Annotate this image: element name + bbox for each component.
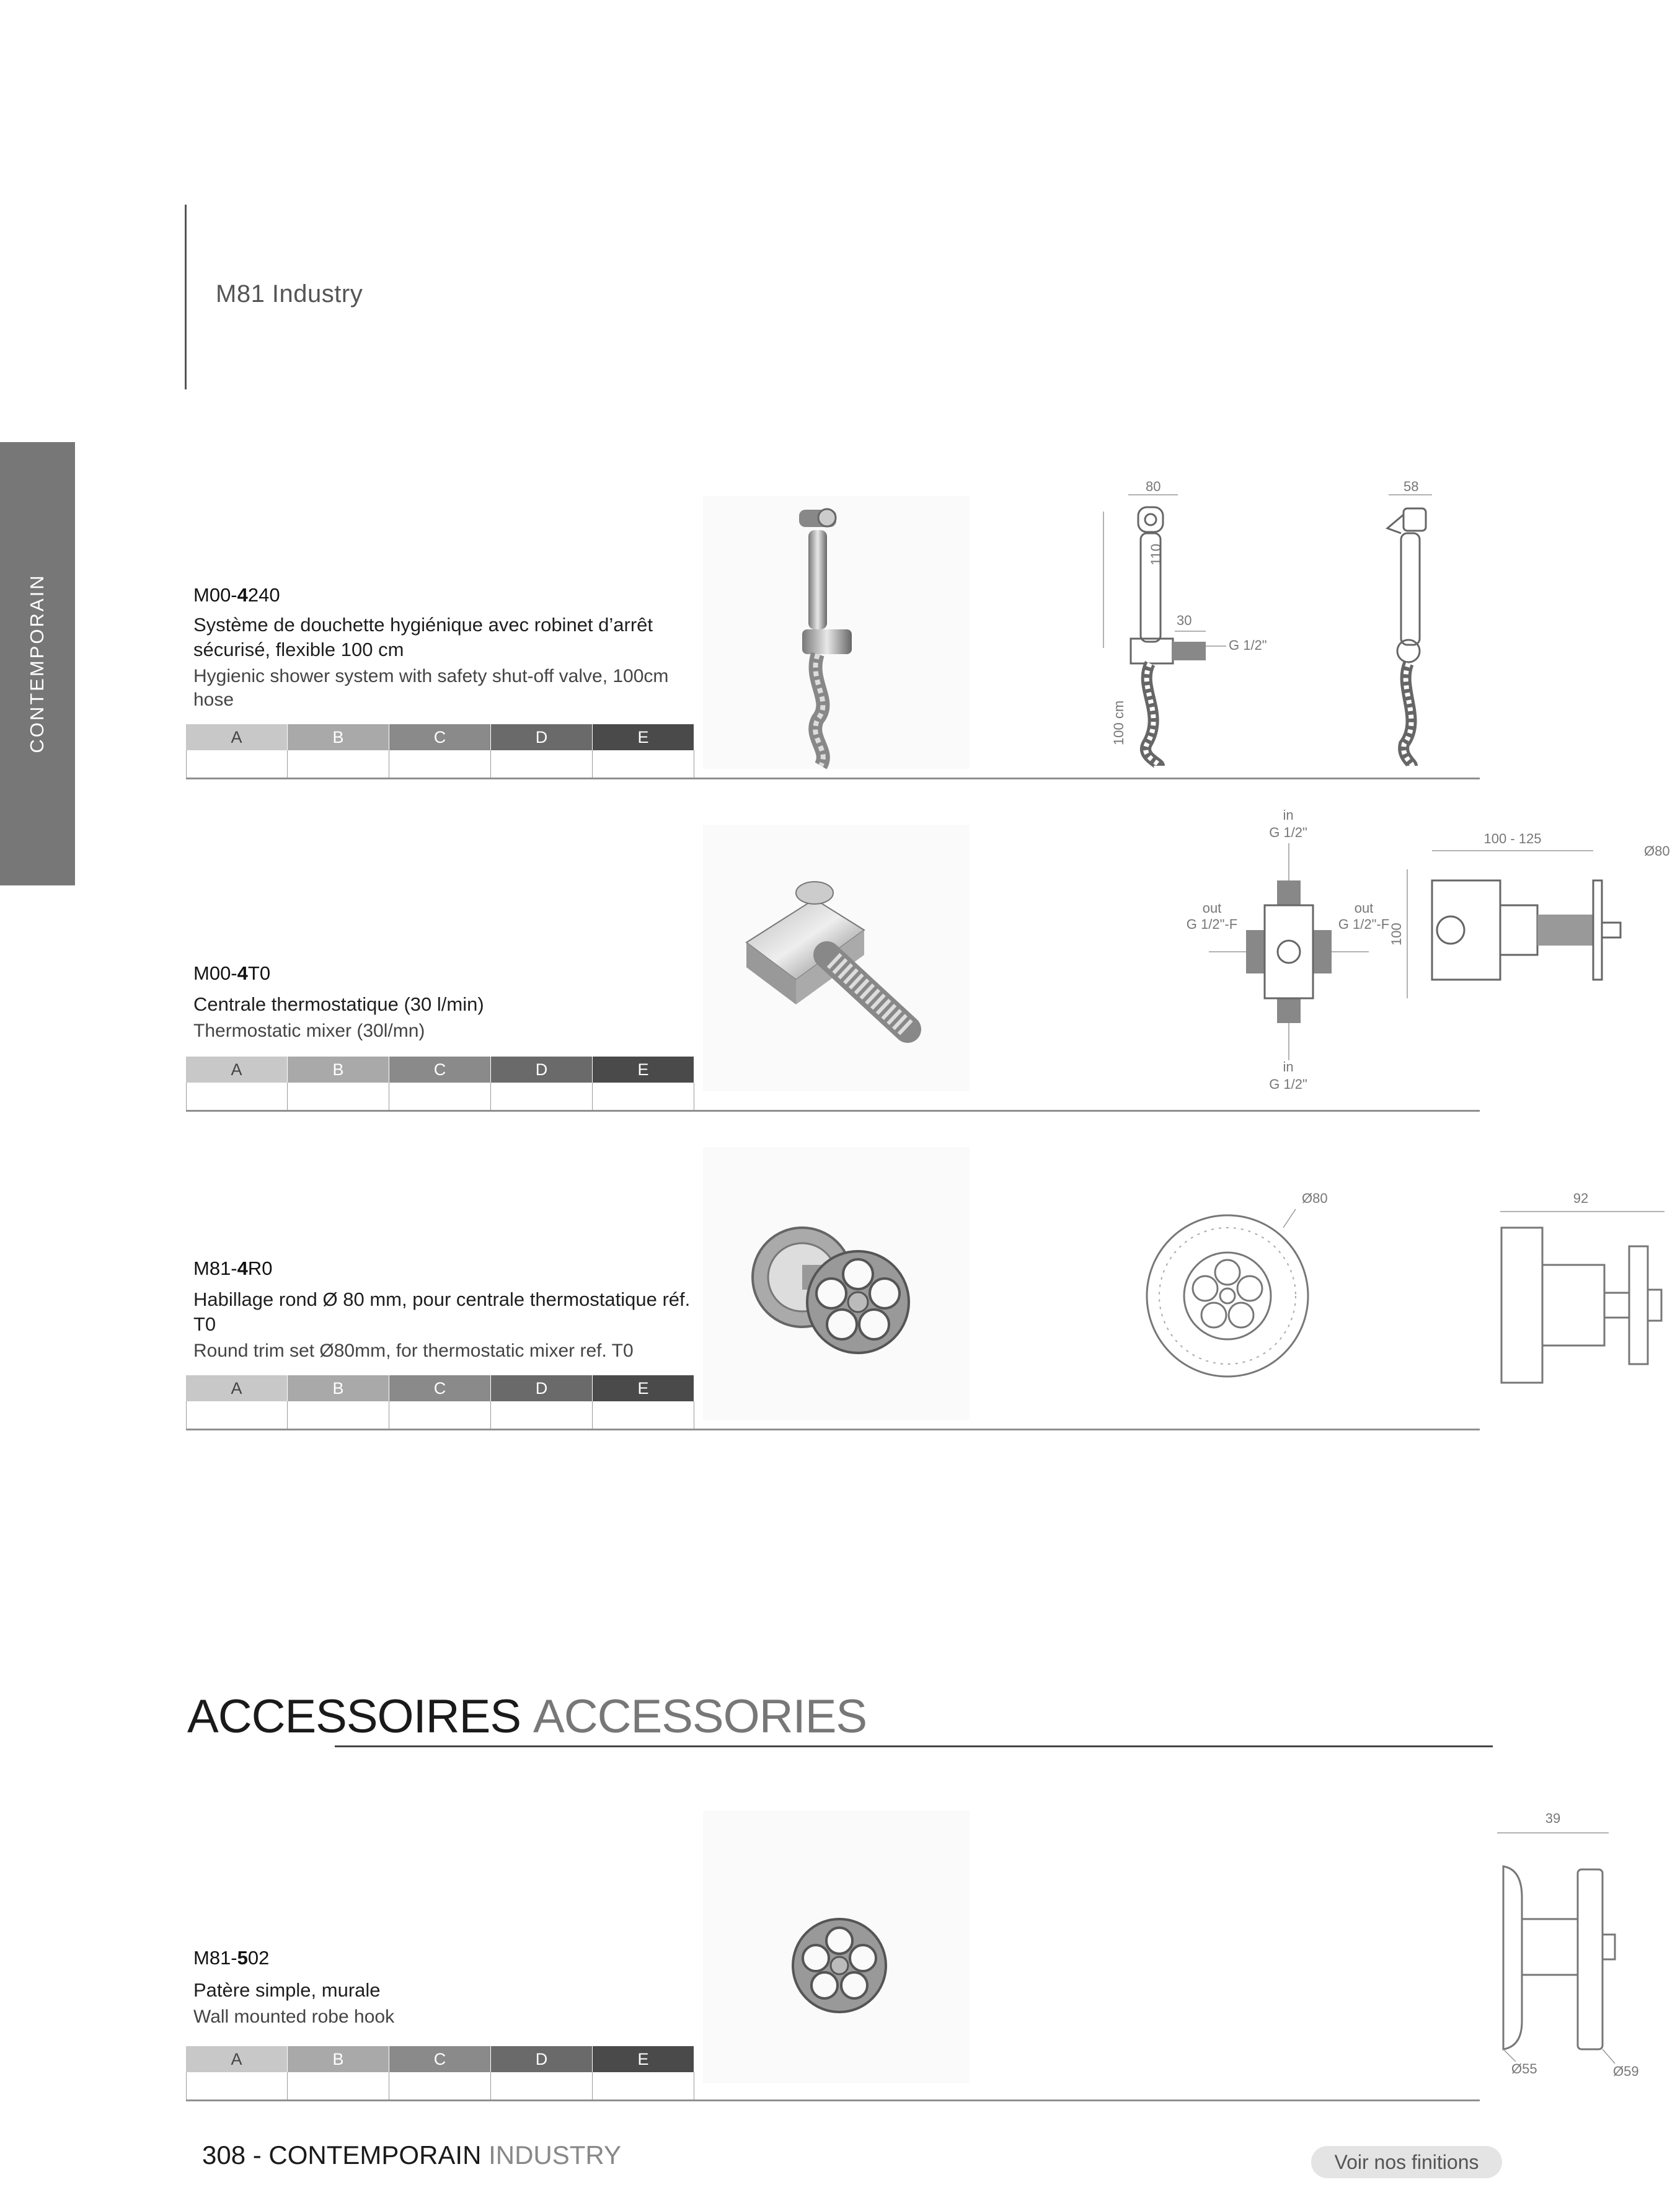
finish-table[interactable] <box>186 724 694 779</box>
finish-header-b: B <box>288 1375 389 1401</box>
row-divider <box>186 778 1480 779</box>
finish-cell[interactable] <box>491 2072 593 2101</box>
finish-cell[interactable] <box>593 2072 694 2101</box>
svg-text:58: 58 <box>1404 479 1419 494</box>
finish-header-a: A <box>186 1057 288 1083</box>
finish-header-a: A <box>186 2046 288 2072</box>
side-tab[interactable] <box>0 442 75 885</box>
finish-cell[interactable] <box>389 1401 491 1430</box>
product-description-fr: Centrale thermostatique (30 l/min) <box>193 993 484 1015</box>
finish-cell[interactable] <box>288 2072 389 2101</box>
finish-header-e: E <box>593 1057 694 1083</box>
svg-text:39: 39 <box>1545 1811 1561 1826</box>
product-ref: M00-4240 <box>193 584 280 606</box>
series-title: M81 Industry <box>216 280 363 308</box>
finish-header-e: E <box>593 1375 694 1401</box>
finish-cell[interactable] <box>288 1401 389 1430</box>
finish-header-e: E <box>593 2046 694 2072</box>
svg-text:100 cm: 100 cm <box>1111 700 1126 745</box>
row-divider <box>186 1110 1480 1112</box>
svg-text:Ø80: Ø80 <box>1302 1190 1328 1206</box>
finish-cell[interactable] <box>491 1083 593 1111</box>
product-description-en: Wall mounted robe hook <box>193 2006 395 2027</box>
product-photo <box>703 496 970 769</box>
svg-text:out: out <box>1354 900 1374 916</box>
finish-cell[interactable] <box>389 2072 491 2101</box>
finish-cell[interactable] <box>593 1083 694 1111</box>
svg-text:Ø80: Ø80 <box>1644 843 1670 859</box>
svg-text:G 1/2"-F: G 1/2"-F <box>1338 916 1390 932</box>
finish-cell[interactable] <box>186 2072 288 2101</box>
finish-header-a: A <box>186 1375 288 1401</box>
finish-cell[interactable] <box>186 750 288 779</box>
svg-text:92: 92 <box>1573 1190 1589 1206</box>
svg-text:Ø59: Ø59 <box>1613 2064 1639 2079</box>
technical-drawing-front <box>1116 1190 1339 1395</box>
svg-text:100: 100 <box>1389 923 1404 946</box>
svg-text:G 1/2": G 1/2" <box>1269 825 1307 840</box>
finish-cell[interactable] <box>186 1083 288 1111</box>
finish-cell[interactable] <box>389 750 491 779</box>
svg-text:110: 110 <box>1148 543 1164 565</box>
svg-text:30: 30 <box>1177 613 1192 628</box>
product-m00-4240 <box>186 479 1480 781</box>
product-description-en: Round trim set Ø80mm, for thermostatic mixer ref. T0 <box>193 1341 634 1361</box>
finish-table[interactable] <box>186 1057 694 1111</box>
product-photo <box>703 825 970 1091</box>
header-rule <box>185 205 187 389</box>
product-description-fr: Habillage rond Ø 80 mm, pour centrale thermostatique réf. T0 <box>193 1288 691 1335</box>
svg-text:80: 80 <box>1146 479 1161 494</box>
product-description-fr: Patère simple, murale <box>193 1979 381 2001</box>
product-ref: M81-4R0 <box>193 1257 273 1279</box>
svg-text:out: out <box>1202 900 1222 916</box>
finish-header-d: D <box>491 2046 593 2072</box>
product-description-fr: Système de douchette hygiénique avec robinet d’arrêt sécurisé, flexible 100 cm <box>193 614 653 660</box>
svg-text:in: in <box>1283 807 1294 823</box>
finish-cell[interactable] <box>389 1083 491 1111</box>
product-ref: M00-4T0 <box>193 962 271 984</box>
finish-header-e: E <box>593 724 694 750</box>
finish-cell[interactable] <box>288 750 389 779</box>
finish-header-b: B <box>288 1057 389 1083</box>
svg-text:in: in <box>1283 1059 1294 1075</box>
technical-drawing-front <box>1066 479 1302 769</box>
finish-header-d: D <box>491 1057 593 1083</box>
product-m00-4t0 <box>186 806 1670 1113</box>
side-tab-label: CONTEMPORAIN <box>26 574 48 753</box>
product-photo <box>703 1147 970 1420</box>
finish-table[interactable] <box>186 2046 694 2101</box>
finish-header-d: D <box>491 1375 593 1401</box>
technical-drawing-side <box>1389 825 1680 1048</box>
finish-header-a: A <box>186 724 288 750</box>
finish-header-b: B <box>288 2046 389 2072</box>
product-ref: M81-502 <box>193 1947 270 1969</box>
finish-cell[interactable] <box>288 1083 389 1111</box>
finish-cell[interactable] <box>186 1401 288 1430</box>
row-divider <box>186 1429 1480 1430</box>
finish-header-c: C <box>389 724 491 750</box>
accessories-heading: ACCESSOIRES ACCESSORIES <box>187 1690 867 1743</box>
technical-drawing-side <box>1339 479 1463 769</box>
accessories-rule <box>335 1745 1493 1747</box>
product-description-en: Hygienic shower system with safety shut-off valve, 100cm hose <box>193 666 669 710</box>
product-photo <box>703 1811 970 2083</box>
finishes-button[interactable]: Voir nos finitions <box>1311 2146 1502 2178</box>
finish-header-c: C <box>389 2046 491 2072</box>
finish-cell[interactable] <box>593 1401 694 1430</box>
finish-header-c: C <box>389 1057 491 1083</box>
technical-drawing-side <box>1475 1811 1680 2077</box>
product-m81-502 <box>186 1798 1639 2108</box>
finish-cell[interactable] <box>491 1401 593 1430</box>
technical-drawing-side <box>1488 1190 1674 1395</box>
product-description-en: Thermostatic mixer (30l/mn) <box>193 1021 425 1041</box>
finish-header-d: D <box>491 724 593 750</box>
svg-text:Ø55: Ø55 <box>1511 2061 1537 2077</box>
finish-cell[interactable] <box>491 750 593 779</box>
product-m81-4r0 <box>186 1135 1589 1432</box>
finish-header-c: C <box>389 1375 491 1401</box>
svg-text:100 - 125: 100 - 125 <box>1483 831 1542 846</box>
page-footer: 308 - CONTEMPORAIN INDUSTRY <box>202 2140 622 2170</box>
row-divider <box>186 2099 1480 2101</box>
finish-table[interactable] <box>186 1375 694 1430</box>
finish-header-b: B <box>288 724 389 750</box>
svg-text:G 1/2"-F: G 1/2"-F <box>1186 916 1238 932</box>
svg-text:G 1/2": G 1/2" <box>1229 637 1267 653</box>
svg-text:G 1/2": G 1/2" <box>1269 1076 1307 1092</box>
technical-drawing-front <box>1172 806 1407 1097</box>
finish-cell[interactable] <box>593 750 694 779</box>
